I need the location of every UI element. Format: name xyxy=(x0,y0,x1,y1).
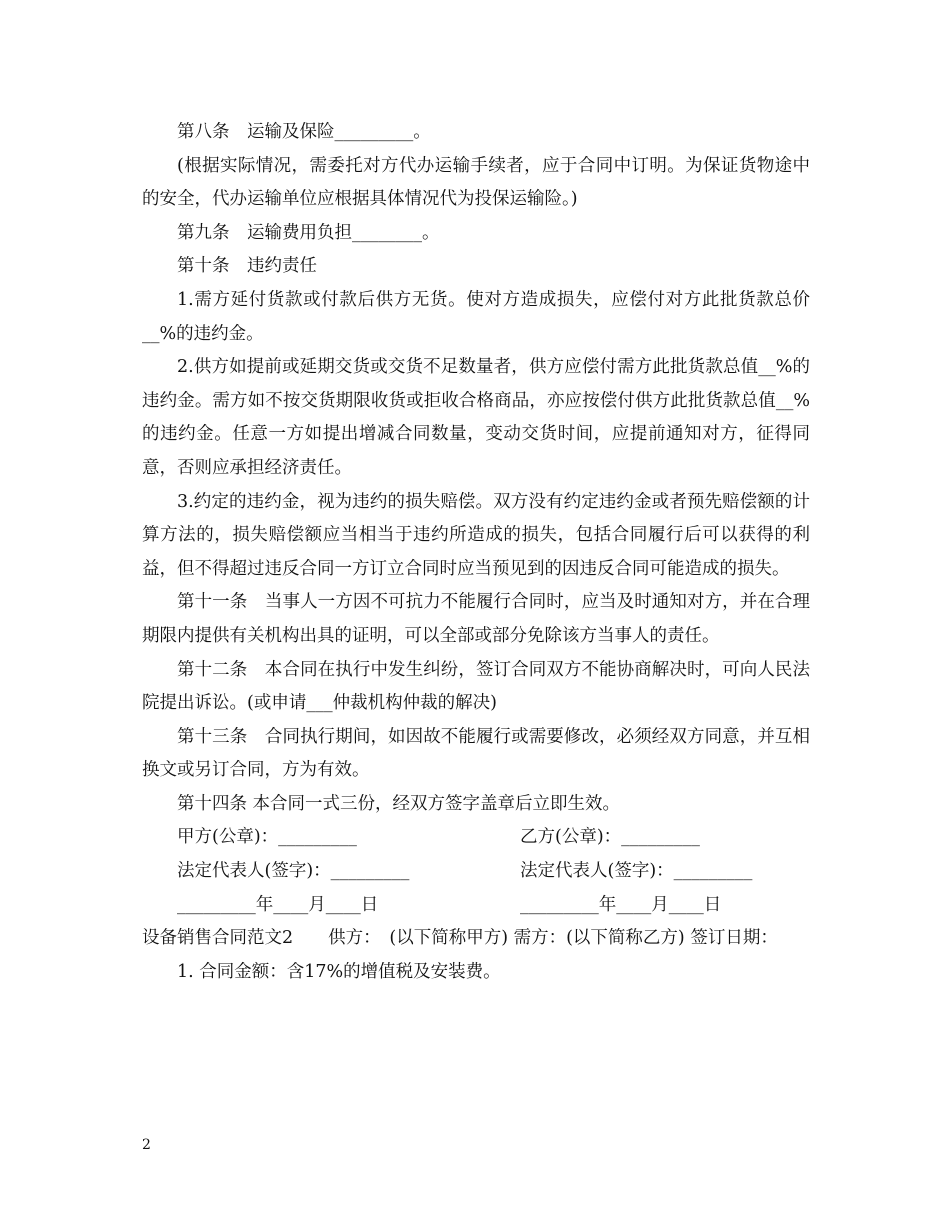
article-10-clause-1: 1.需方延付货款或付款后供方无货。使对方造成损失，应偿付对方此批货款总价__%的违约金。 xyxy=(142,289,810,344)
article-14: 第十四条 本合同一式三份，经双方签字盖章后立即生效。 xyxy=(177,793,621,814)
article-8: 第八条 运输及保险_________。 xyxy=(177,122,431,142)
second-contract-header: 设备销售合同范文2 供方： (以下简称甲方) 需方：(以下简称乙方) 签订日期： xyxy=(142,928,778,949)
signature-representative-row xyxy=(142,855,810,889)
contract-body xyxy=(142,116,810,989)
article-13: 第十三条 合同执行期间，如因故不能履行或需要修改，必须经双方同意，并互相换文或另订合同，方为有效。 xyxy=(142,726,810,781)
article-10-clause-3: 3.约定的违约金，视为违约的损失赔偿。双方没有约定违约金或者预先赔偿额的计算方法的，损失赔偿额应当相当于违约所造成的损失，包括合同履行后可以获得的利益，但不得超过违反合同一方订立合同时应当预见到的因违反合同可能造成的损失。 xyxy=(142,491,810,579)
article-12: 第十二条 本合同在执行中发生纠纷，签订合同双方不能协商解决时，可向人民法院提出诉讼。(或申请___仲裁机构仲裁的解决) xyxy=(142,659,810,714)
party-b-representative: 法定代表人(签字)：_________ xyxy=(520,861,753,882)
signature-seal-row xyxy=(142,821,810,855)
article-11: 第十一条 当事人一方因不可抗力不能履行合同时，应当及时通知对方，并在合理期限内提供有关机构出具的证明，可以全部或部分免除该方当事人的责任。 xyxy=(142,592,810,646)
article-10-clause-2: 2.供方如提前或延期交货或交货不足数量者，供方应偿付需方此批货款总值__%的违约金。需方如不按交货期限收货或拒收合格商品，亦应按偿付供方此批货款总值__%的违约金。任意一方如提出增减合同数量，变动交货时间，应提前通知对方，征得同意，否则应承担经济责任。 xyxy=(142,357,810,478)
page-number: 2 xyxy=(142,1137,151,1153)
second-contract-item-1: 1. 合同金额：含17%的增值税及安装费。 xyxy=(177,961,501,982)
article-8-note: (根据实际情况，需委托对方代办运输手续者，应于合同中订明。为保证货物途中的安全，代办运输单位应根据具体情况代为投保运输险。) xyxy=(142,155,810,210)
party-b-seal: 乙方(公章)：_________ xyxy=(520,827,700,848)
party-a-seal: 甲方(公章)：_________ xyxy=(177,827,357,848)
party-a-representative: 法定代表人(签字)：_________ xyxy=(177,861,410,882)
article-9: 第九条 运输费用负担________。 xyxy=(177,222,440,243)
signature-date-row xyxy=(142,889,810,923)
party-b-date: _________年____月____日 xyxy=(520,894,722,915)
article-10-title: 第十条 违约责任 xyxy=(177,256,317,277)
party-a-date: _________年____月____日 xyxy=(177,894,379,915)
